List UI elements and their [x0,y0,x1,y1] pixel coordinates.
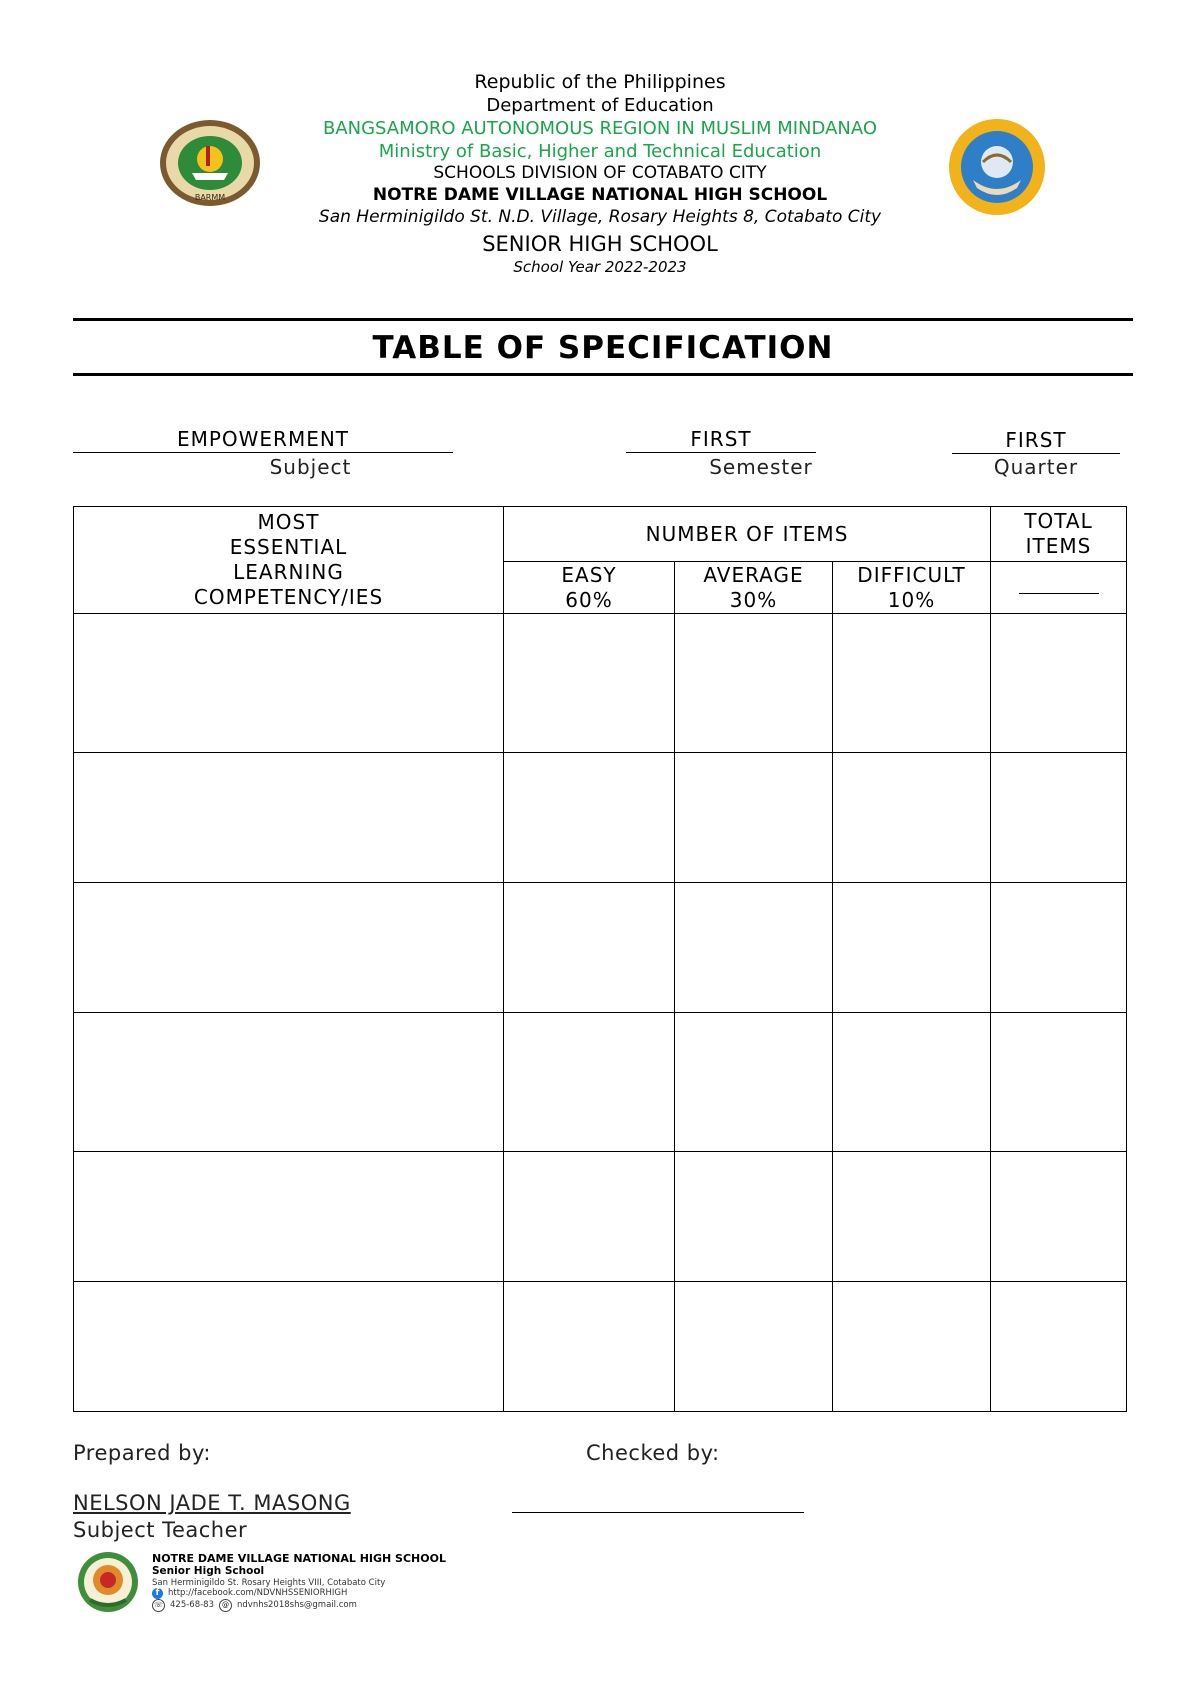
title-bottom-rule [73,373,1133,376]
republic-heading: Republic of the Philippines [474,71,726,93]
document-title: TABLE OF SPECIFICATION [372,330,834,366]
easy-cell[interactable] [504,1013,675,1152]
semester-value: FIRST [626,427,816,453]
competency-cell[interactable] [74,614,504,753]
footer-school-info [152,1552,446,1612]
total-cell[interactable] [991,883,1127,1013]
footer-facebook-row [152,1588,446,1599]
phone-icon: ☏ [152,1599,165,1612]
easy-header [504,562,675,614]
table-row [74,1152,1127,1282]
footer-email[interactable]: ndvnhs2018shs@gmail.com [237,1600,357,1611]
average-cell[interactable] [675,1013,833,1152]
difficult-cell[interactable] [833,883,991,1013]
ministry-heading: Ministry of Basic, Higher and Technical Education [378,141,822,163]
easy-cell[interactable] [504,753,675,883]
preparer-name: NELSON JADE T. MASONG [73,1491,351,1515]
checked-by-label: Checked by: [586,1441,720,1465]
quarter-label: Quarter [993,455,1079,479]
difficult-percent: 10% [887,587,936,612]
quarter-value: FIRST [952,428,1120,454]
subject-label: Subject [269,455,352,479]
table-row [74,883,1127,1013]
prepared-by-label: Prepared by: [73,1441,211,1465]
total-header-line2: ITEMS [1025,534,1092,558]
melc-column-header [74,507,504,614]
left-logo-text: BARMM [194,193,226,202]
easy-cell[interactable] [504,614,675,753]
school-seal-logo [76,1550,140,1614]
total-items-header [991,507,1127,562]
school-address: San Herminigildo St. N.D. Village, Rosary Heights 8, Cotabato City [318,206,882,227]
average-cell[interactable] [675,1282,833,1412]
table-row [74,614,1127,753]
easy-label: EASY [561,562,617,587]
average-cell[interactable] [675,753,833,883]
total-blank-cell [991,562,1127,614]
competency-cell[interactable] [74,1282,504,1412]
title-top-rule [73,318,1133,321]
melc-header-line3: LEARNING [233,560,344,584]
difficult-header [833,562,991,614]
average-cell[interactable] [675,1152,833,1282]
average-cell[interactable] [675,883,833,1013]
competency-cell[interactable] [74,883,504,1013]
footer-program: Senior High School [152,1565,265,1578]
competency-cell[interactable] [74,753,504,883]
difficult-cell[interactable] [833,1013,991,1152]
difficult-cell[interactable] [833,614,991,753]
division-heading: SCHOOLS DIVISION OF COTABATO CITY [433,163,767,184]
total-cell[interactable] [991,614,1127,753]
melc-header-line1: MOST [257,510,320,534]
region-heading: BANGSAMORO AUTONOMOUS REGION IN MUSLIM MINDANAO [322,118,878,140]
melc-header-line4: COMPETENCY/IES [193,585,384,609]
competency-cell[interactable] [74,1152,504,1282]
average-header [675,562,833,614]
total-cell[interactable] [991,1013,1127,1152]
easy-cell[interactable] [504,883,675,1013]
facebook-icon: f [152,1588,163,1599]
total-header-line1: TOTAL [1024,509,1093,533]
document-header [0,70,1200,277]
email-icon: @ [219,1599,232,1612]
total-cell[interactable] [991,753,1127,883]
difficult-cell[interactable] [833,753,991,883]
specification-table [73,506,1127,1412]
footer-school-name: NOTRE DAME VILLAGE NATIONAL HIGH SCHOOL [152,1552,446,1565]
footer-address: San Herminigildo St. Rosary Heights VIII, Cotabato City [152,1577,386,1588]
difficult-cell[interactable] [833,1152,991,1282]
number-of-items-header: NUMBER OF ITEMS [504,507,991,562]
competency-cell[interactable] [74,1013,504,1152]
average-percent: 30% [729,587,778,612]
average-cell[interactable] [675,614,833,753]
difficult-label: DIFFICULT [857,562,966,587]
easy-cell[interactable] [504,1152,675,1282]
table-row [74,753,1127,883]
table-row [74,1013,1127,1152]
easy-cell[interactable] [504,1282,675,1412]
difficult-cell[interactable] [833,1282,991,1412]
easy-percent: 60% [565,587,613,612]
total-cell[interactable] [991,1282,1127,1412]
footer-facebook-link[interactable]: http://facebook.com/NDVNHSSENIORHIGH [168,1588,348,1599]
footer-contact-row [152,1599,446,1612]
school-year: School Year 2022-2023 [513,257,687,276]
table-row [74,1282,1127,1412]
total-blank-line [1019,583,1099,594]
total-cell[interactable] [991,1152,1127,1282]
average-label: AVERAGE [703,562,804,587]
melc-header-line2: ESSENTIAL [229,535,348,559]
footer-phone: 425-68-83 [170,1600,214,1611]
preparer-role: Subject Teacher [73,1518,248,1542]
department-heading: Department of Education [486,95,714,117]
program-heading: SENIOR HIGH SCHOOL [482,231,718,256]
semester-label: Semester [709,455,813,479]
checker-signature-line [512,1512,804,1513]
subject-value: EMPOWERMENT [73,427,453,453]
school-heading: NOTRE DAME VILLAGE NATIONAL HIGH SCHOOL [372,185,828,206]
